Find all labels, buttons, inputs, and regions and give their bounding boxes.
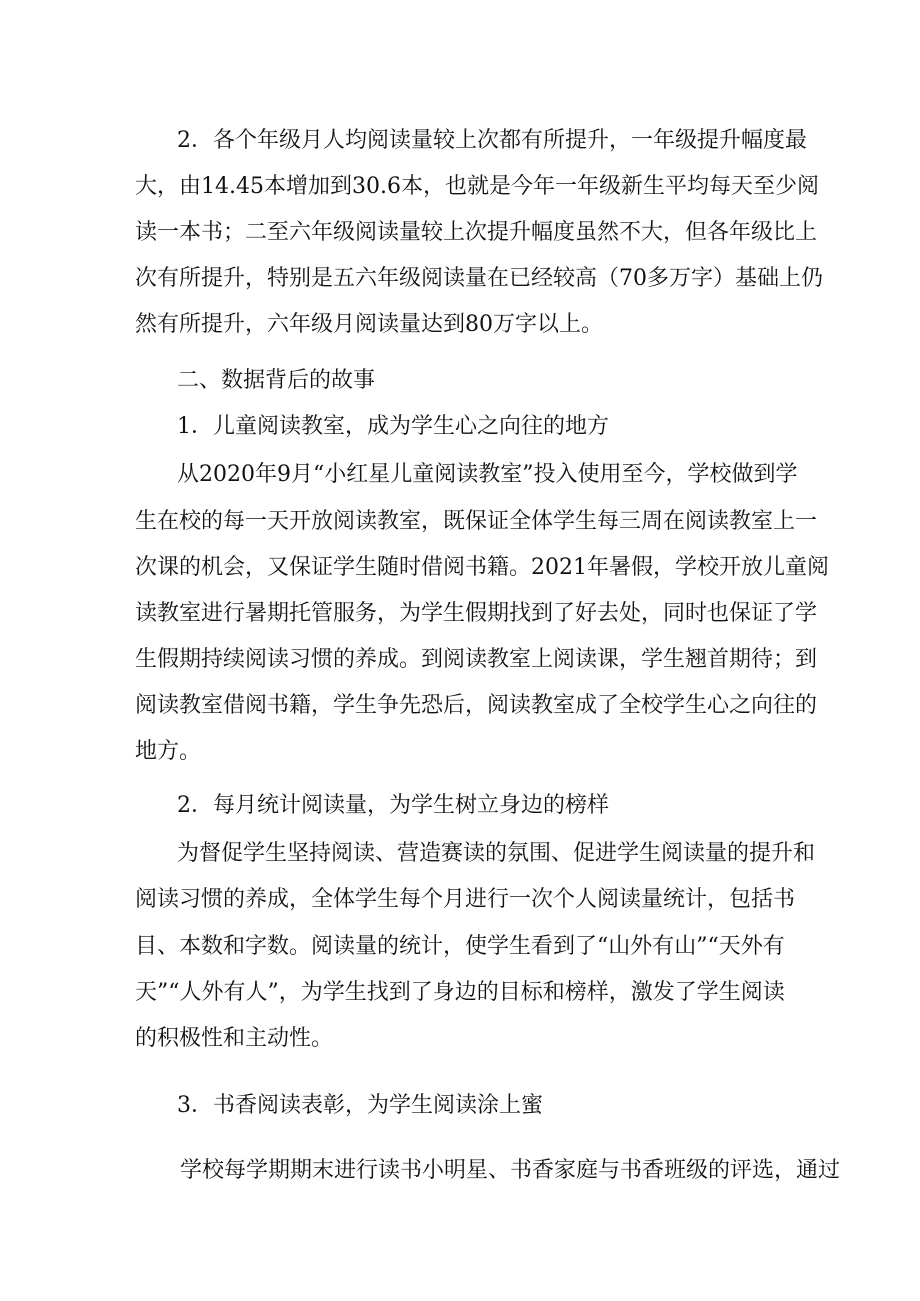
subsection-heading: 2．每月统计阅读量，为学生树立身边的榜样 [177, 793, 609, 818]
text-line: 生在校的每一天开放阅读教室，既保证全体学生每三周在阅读教室上一 [135, 509, 818, 534]
text-line: 生假期持续阅读习惯的养成。到阅读教室上阅读课，学生翘首期待；到 [135, 647, 818, 672]
subsection-heading: 3．书香阅读表彰，为学生阅读涂上蜜 [177, 1093, 543, 1118]
text-line: 的积极性和主动性。 [135, 1026, 334, 1051]
text-line: 从2020年9月“小红星儿童阅读教室”投入使用至今，学校做到学 [177, 462, 798, 487]
text-line: 读教室进行暑期托管服务，为学生假期找到了好去处，同时也保证了学 [135, 601, 818, 626]
text-line: 次有所提升，特别是五六年级阅读量在已经较高（70多万字）基础上仍 [135, 266, 823, 291]
subsection-heading: 1．儿童阅读教室，成为学生心之向往的地方 [177, 414, 609, 439]
text-line: 次课的机会，又保证学生随时借阅书籍。2021年暑假，学校开放儿童阅 [135, 555, 829, 580]
text-line: 大，由14.45本增加到30.6本，也就是今年一年级新生平均每天至少阅 [135, 174, 819, 199]
text-line: 地方。 [135, 739, 202, 764]
text-line: 阅读习惯的养成，全体学生每个月进行一次个人阅读量统计，包括书 [135, 887, 796, 912]
text-line: 读一本书；二至六年级阅读量较上次提升幅度虽然不大，但各年级比上 [135, 220, 818, 245]
section-heading: 二、数据背后的故事 [177, 368, 376, 393]
text-line: 为督促学生坚持阅读、营造赛读的氛围、促进学生阅读量的提升和 [177, 841, 816, 866]
text-line: 目、本数和字数。阅读量的统计，使学生看到了“山外有山”“天外有 [135, 934, 785, 959]
text-line: 学校每学期期末进行读书小明星、书香家庭与书香班级的评选，通过 [180, 1158, 841, 1183]
text-line: 2．各个年级月人均阅读量较上次都有所提升，一年级提升幅度最 [177, 128, 807, 153]
text-line: 阅读教室借阅书籍，学生争先恐后，阅读教室成了全校学生心之向往的 [135, 693, 818, 718]
text-line: 天”“人外有人”，为学生找到了身边的目标和榜样，激发了学生阅读 [135, 980, 785, 1005]
text-line: 然有所提升，六年级月阅读量达到80万字以上。 [135, 312, 603, 337]
